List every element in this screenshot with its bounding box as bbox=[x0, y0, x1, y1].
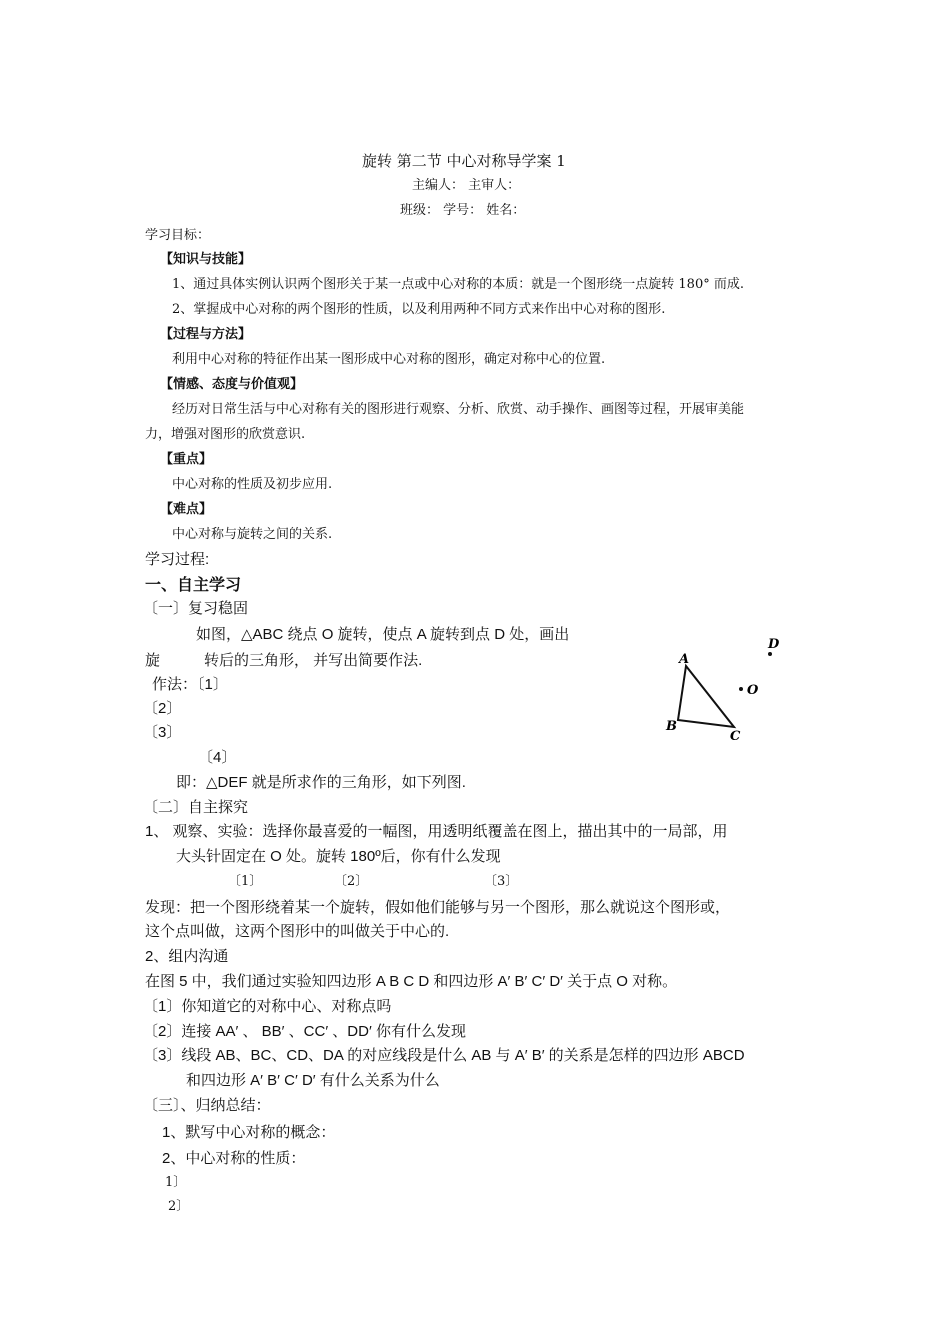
summary-item-2-2: 2〕 bbox=[168, 1199, 190, 1214]
summary-item-1: 1、默写中心对称的概念： bbox=[162, 1124, 336, 1141]
summary-item-2: 2、中心对称的性质： bbox=[162, 1150, 306, 1167]
review-question-line-1: 如图，△ABC 绕点 O 旋转，使点 A 旋转到点 D 处，画出 bbox=[196, 626, 570, 643]
label-c: C bbox=[730, 729, 741, 742]
emotion-label: 【情感、态度与价值观】 bbox=[160, 377, 304, 392]
student-info-line: 班级： 学号： 姓名： bbox=[400, 203, 526, 218]
method-step-1: 作法：〔1〕 bbox=[152, 676, 228, 693]
review-heading: 〔一〕复习稳固 bbox=[143, 600, 249, 617]
discovery-line-1: 发现：把一个图形绕着某一个旋转，假如他们能够与另一个图形，那么就说这个图形或， bbox=[145, 899, 731, 916]
group-question-3b: 和四边形 A′ B′ C′ D′ 有什么关系为什么 bbox=[186, 1072, 440, 1089]
method-conclusion: 即：△DEF 就是所求作的三角形，如下列图. bbox=[176, 774, 466, 791]
method-step-3: 〔3〕 bbox=[143, 724, 182, 741]
fig-label-3: 〔3〕 bbox=[484, 874, 519, 889]
label-d: D bbox=[768, 637, 780, 652]
difficult-point-label: 【难点】 bbox=[160, 502, 213, 517]
emotion-text-1: 经历对日常生活与中心对称有关的图形进行观察、分析、欣赏、动手操作、画图等过程，开展审美能 bbox=[172, 402, 745, 417]
summary-heading: 〔三〕、归纳总结： bbox=[143, 1097, 271, 1114]
knowledge-item-1: 1、通过具体实例认识两个图形关于某一点或中心对称的本质：就是一个图形绕一点旋转 180° 而成. bbox=[172, 277, 744, 292]
triangle-abc bbox=[678, 666, 734, 727]
group-question-3a: 〔3〕线段 AB、BC、CD、DA 的对应线段是什么 AB 与 A′ B′ 的关系是怎样的四边形 ABCD bbox=[143, 1047, 745, 1064]
difficult-point-text: 中心对称与旋转之间的关系. bbox=[172, 527, 333, 542]
explore-item-1a: 1、 观察、实验：选择你最喜爱的一幅图，用透明纸覆盖在图上，描出其中的一局部，用 bbox=[145, 823, 728, 840]
label-a: A bbox=[679, 652, 690, 667]
process-label: 【过程与方法】 bbox=[160, 327, 252, 342]
group-heading: 2、组内沟通 bbox=[145, 948, 229, 965]
process-text: 利用中心对称的特征作出某一图形成中心对称的图形，确定对称中心的位置. bbox=[172, 352, 606, 367]
summary-item-2-1: 1〕 bbox=[165, 1175, 187, 1190]
process-heading: 学习过程: bbox=[145, 551, 210, 568]
triangle-rotation-figure bbox=[660, 632, 800, 742]
label-b: B bbox=[666, 719, 677, 734]
method-step-2: 〔2〕 bbox=[143, 700, 182, 717]
review-question-line-2b: 转后的三角形， 并写出简要作法. bbox=[204, 652, 423, 669]
knowledge-item-2: 2、掌握成中心对称的两个图形的性质，以及利用两种不同方式来作出中心对称的图形. bbox=[172, 302, 666, 317]
group-question-1: 〔1〕你知道它的对称中心、对称点吗 bbox=[143, 998, 392, 1015]
group-question-2: 〔2〕连接 AA′ 、 BB′ 、CC′ 、DD′ 你有什么发现 bbox=[143, 1023, 466, 1040]
knowledge-label: 【知识与技能】 bbox=[160, 252, 252, 267]
point-d bbox=[768, 652, 772, 656]
point-o bbox=[739, 687, 743, 691]
emotion-text-2: 力，增强对图形的欣赏意识. bbox=[145, 427, 306, 442]
label-o: O bbox=[747, 683, 759, 698]
section-heading-1: 一、自主学习 bbox=[145, 575, 242, 594]
review-question-line-2a: 旋 bbox=[145, 652, 161, 669]
key-point-label: 【重点】 bbox=[160, 452, 213, 467]
explore-heading: 〔二〕自主探究 bbox=[143, 799, 249, 816]
key-point-text: 中心对称的性质及初步应用. bbox=[172, 477, 333, 492]
fig-label-2: 〔2〕 bbox=[334, 874, 369, 889]
editors-line: 主编人： 主审人： bbox=[412, 178, 521, 193]
fig-label-1: 〔1〕 bbox=[228, 874, 263, 889]
page-title: 旋转 第二节 中心对称导学案 1 bbox=[362, 152, 566, 170]
discovery-line-2: 这个点叫做，这两个图形中的叫做关于中心的. bbox=[145, 923, 450, 940]
explore-item-1b: 大头针固定在 O 处。旋转 180º后，你有什么发现 bbox=[176, 848, 501, 865]
group-intro: 在图 5 中，我们通过实验知四边形 A B C D 和四边形 A′ B′ C′ D′ 关于点 O 对称。 bbox=[145, 973, 678, 990]
goals-heading: 学习目标： bbox=[145, 228, 211, 243]
method-step-4: 〔4〕 bbox=[198, 749, 237, 766]
